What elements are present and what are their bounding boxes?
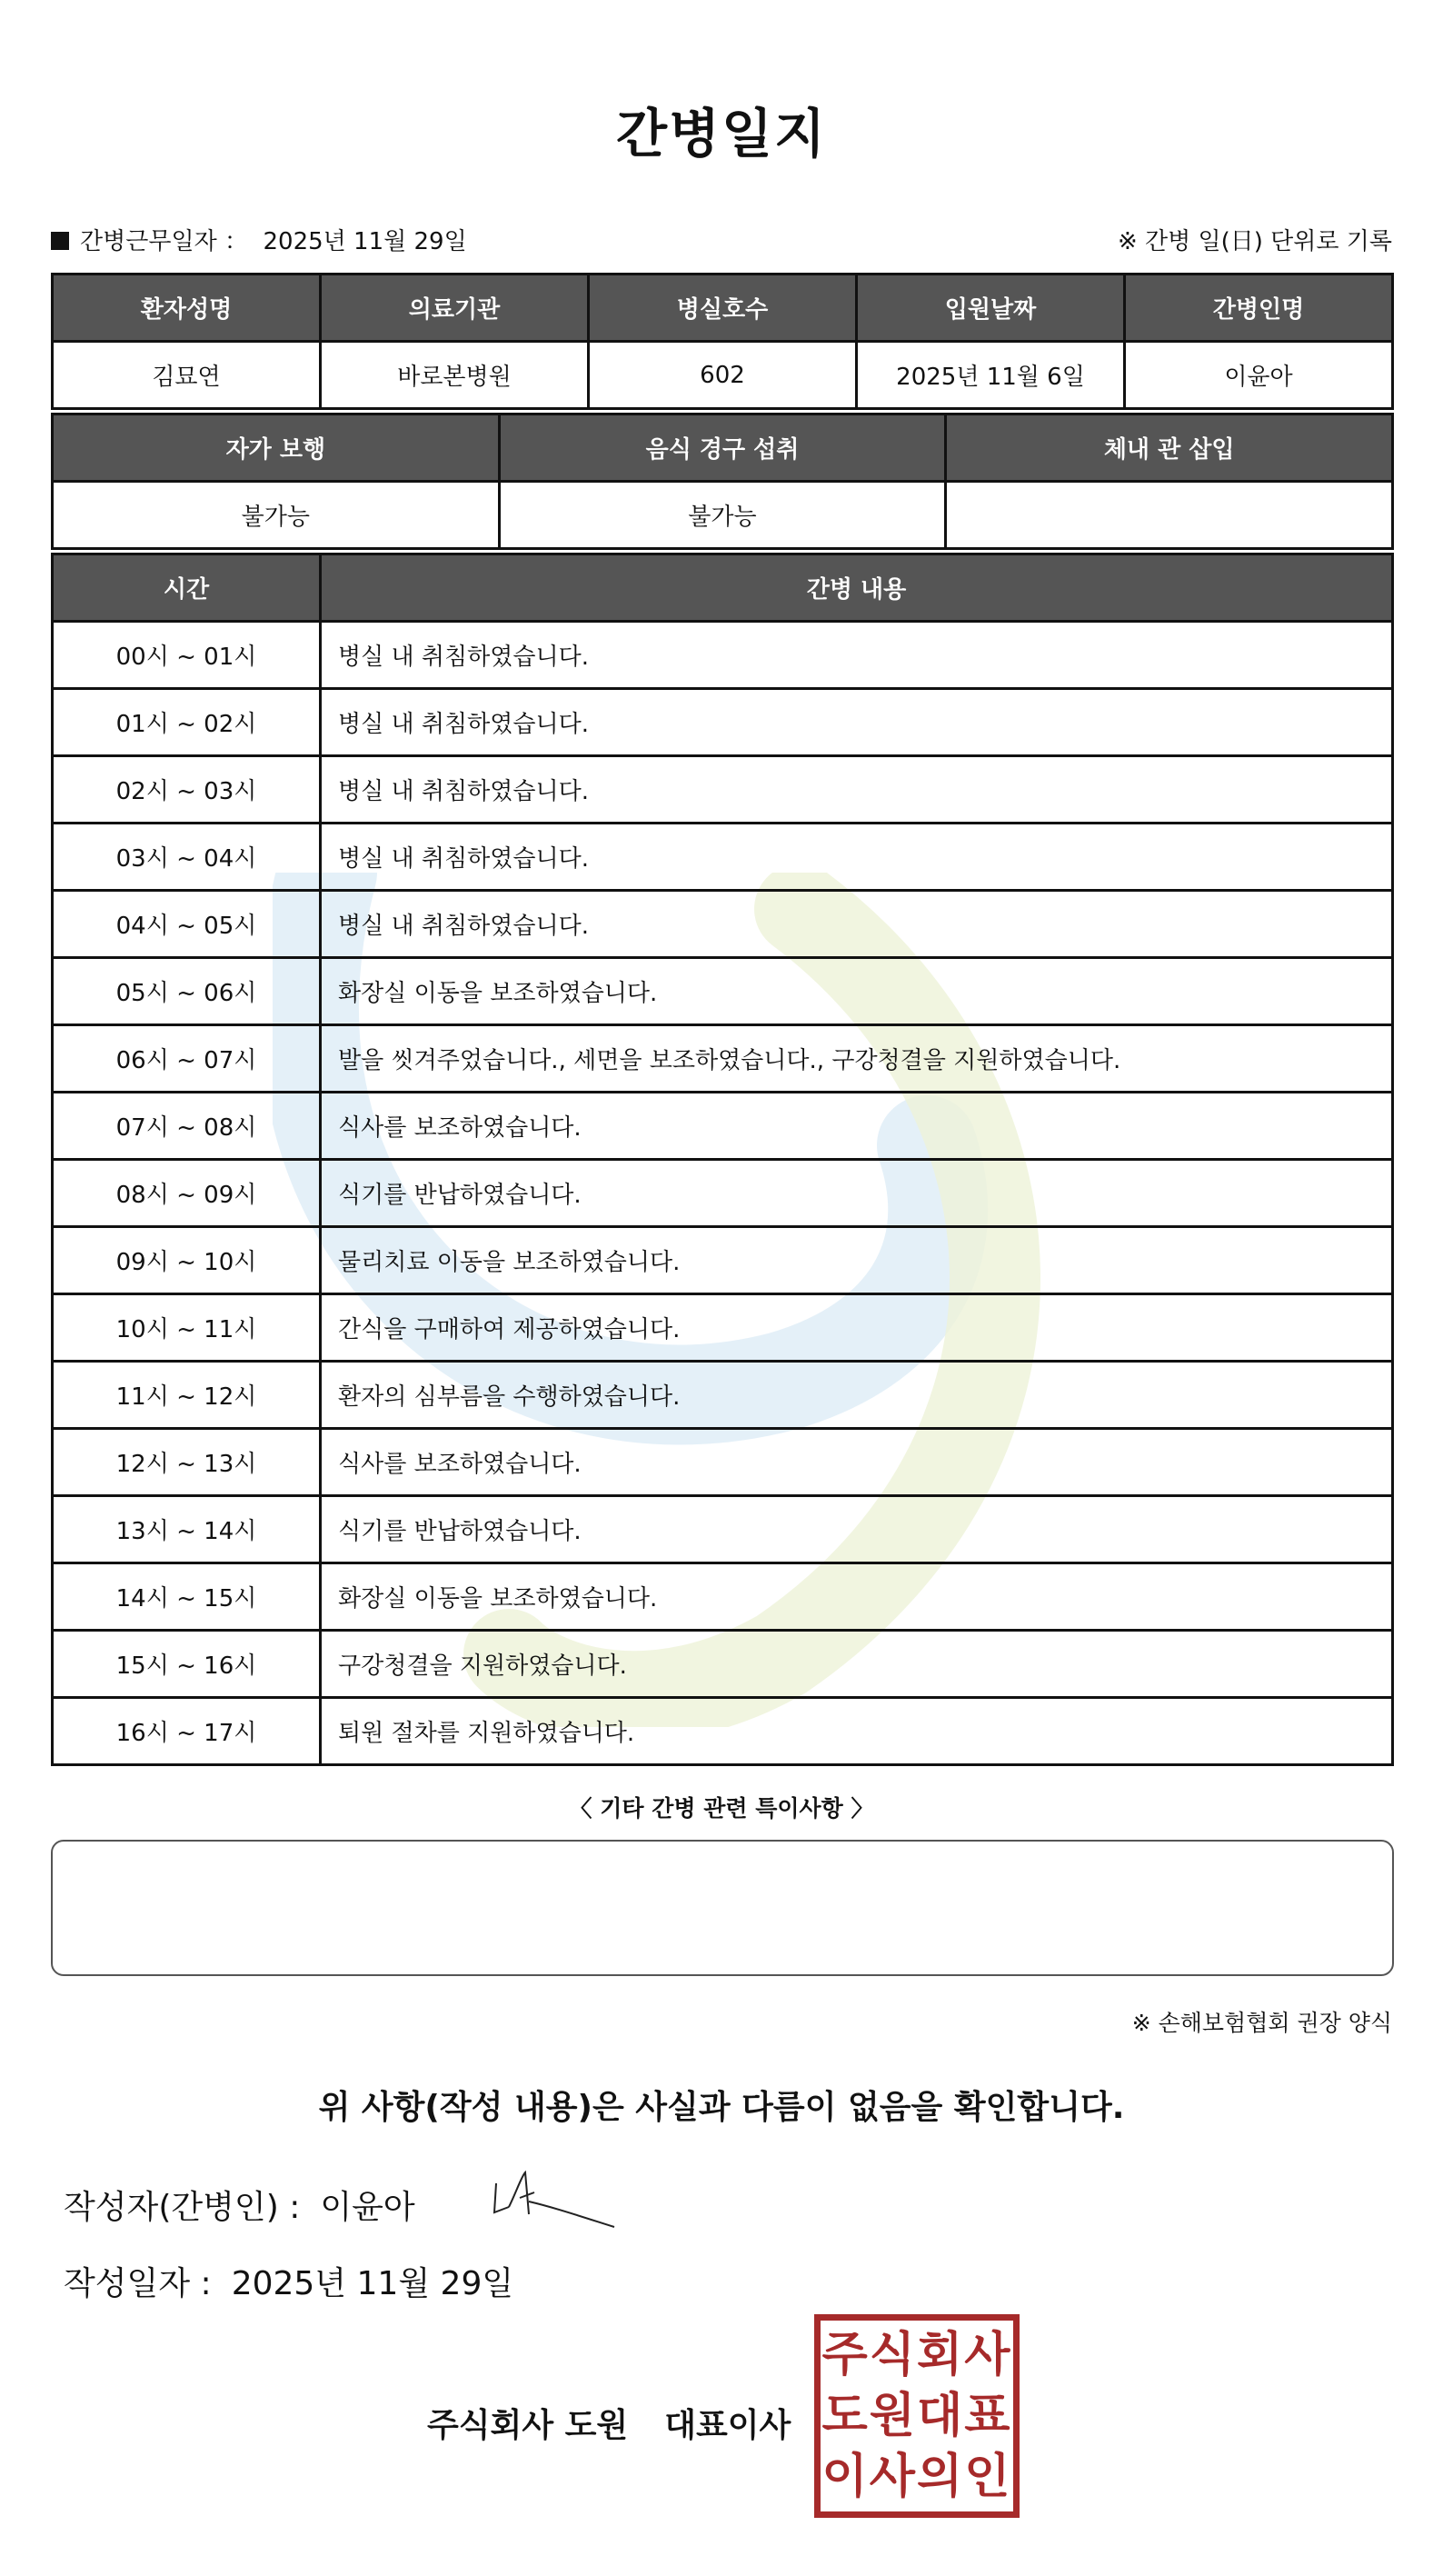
table-row — [53, 1563, 1393, 1631]
header-tube-insertion: 체내 관 삽입 — [946, 414, 1393, 482]
patient-info-table — [51, 273, 1394, 410]
content-cell: 화장실 이동을 보조하였습니다. — [321, 958, 1393, 1025]
signature-image — [489, 2165, 616, 2229]
time-cell: 06시 ~ 07시 — [53, 1025, 321, 1093]
status-value-row — [53, 482, 1393, 549]
header-oral-intake: 음식 경구 섭취 — [499, 414, 946, 482]
table-row — [53, 1362, 1393, 1429]
table-row — [53, 689, 1393, 756]
table-row — [53, 1698, 1393, 1765]
seal-line: 도원대표 — [821, 2388, 1012, 2443]
work-date-line — [51, 223, 467, 256]
company-line — [427, 2400, 791, 2446]
content-cell: 식사를 보조하였습니다. — [321, 1093, 1393, 1160]
care-log-table — [51, 553, 1394, 1766]
table-row — [53, 756, 1393, 824]
tube-insertion-value — [946, 482, 1393, 549]
patient-info-header-row — [53, 275, 1393, 342]
time-cell: 07시 ~ 08시 — [53, 1093, 321, 1160]
header-caregiver-name: 간병인명 — [1125, 275, 1393, 342]
company-name: 주식회사 도원 — [427, 2407, 629, 2444]
admission-date: 2025년 11월 6일 — [857, 342, 1125, 409]
content-cell: 구강청결을 지원하였습니다. — [321, 1631, 1393, 1698]
content-cell: 퇴원 절차를 지원하였습니다. — [321, 1698, 1393, 1765]
time-cell: 15시 ~ 16시 — [53, 1631, 321, 1698]
content-cell: 병실 내 취침하였습니다. — [321, 622, 1393, 689]
content-cell: 식기를 반납하였습니다. — [321, 1160, 1393, 1227]
table-row — [53, 1294, 1393, 1362]
writer-line — [64, 2182, 415, 2228]
oral-intake-value: 불가능 — [499, 482, 946, 549]
content-cell: 간식을 구매하여 제공하였습니다. — [321, 1294, 1393, 1362]
content-cell: 식기를 반납하였습니다. — [321, 1496, 1393, 1563]
written-date-value: 2025년 11월 29일 — [231, 2265, 514, 2302]
table-row — [53, 1093, 1393, 1160]
page-title: 간병일지 — [615, 103, 828, 165]
time-cell: 12시 ~ 13시 — [53, 1429, 321, 1496]
time-cell: 14시 ~ 15시 — [53, 1563, 321, 1631]
table-row — [53, 1160, 1393, 1227]
square-bullet-icon — [51, 232, 69, 250]
table-row — [53, 824, 1393, 891]
table-row — [53, 1429, 1393, 1496]
time-cell: 16시 ~ 17시 — [53, 1698, 321, 1765]
header-hospital: 의료기관 — [321, 275, 589, 342]
record-unit-note: ※ 간병 일(日) 단위로 기록 — [1117, 228, 1392, 255]
time-cell: 08시 ~ 09시 — [53, 1160, 321, 1227]
time-cell: 11시 ~ 12시 — [53, 1362, 321, 1429]
care-log-header-row — [53, 554, 1393, 622]
content-cell: 병실 내 취침하였습니다. — [321, 756, 1393, 824]
header-room-number: 병실호수 — [589, 275, 857, 342]
content-cell: 화장실 이동을 보조하였습니다. — [321, 1563, 1393, 1631]
table-row — [53, 891, 1393, 958]
content-cell: 식사를 보조하였습니다. — [321, 1429, 1393, 1496]
header-care-content: 간병 내용 — [321, 554, 1393, 622]
self-walking-value: 불가능 — [53, 482, 500, 549]
work-date-label: 간병근무일자 ： — [80, 228, 248, 255]
time-cell: 04시 ~ 05시 — [53, 891, 321, 958]
confirmation-statement: 위 사항(작성 내용)은 사실과 다름이 없음을 확인합니다. — [318, 2089, 1125, 2126]
time-cell: 05시 ~ 06시 — [53, 958, 321, 1025]
ceo-title: 대표이사 — [664, 2407, 791, 2444]
seal-line: 이사의인 — [821, 2450, 1012, 2505]
written-date-line — [64, 2258, 513, 2304]
table-row — [53, 1631, 1393, 1698]
hospital-name: 바로본병원 — [321, 342, 589, 409]
header-time: 시간 — [53, 554, 321, 622]
content-cell: 병실 내 취침하였습니다. — [321, 689, 1393, 756]
work-date-value: 2025년 11월 29일 — [263, 228, 467, 255]
header-admission-date: 입원날짜 — [857, 275, 1125, 342]
table-row — [53, 1227, 1393, 1294]
table-row — [53, 1025, 1393, 1093]
writer-name: 이윤아 — [320, 2189, 415, 2226]
special-notes-title: 〈 기타 간병 관련 특이사항 〉 — [569, 1795, 874, 1822]
content-cell: 병실 내 취침하였습니다. — [321, 891, 1393, 958]
recommended-form-note: ※ 손해보험협회 권장 양식 — [1131, 2010, 1392, 2036]
status-header-row — [53, 414, 1393, 482]
time-cell: 01시 ~ 02시 — [53, 689, 321, 756]
writer-label: 작성자(간병인) : — [64, 2189, 301, 2226]
header-patient-name: 환자성명 — [53, 275, 321, 342]
patient-info-value-row — [53, 342, 1393, 409]
patient-status-table — [51, 413, 1394, 550]
time-cell: 09시 ~ 10시 — [53, 1227, 321, 1294]
seal-line: 주식회사 — [821, 2327, 1012, 2382]
company-seal-stamp — [814, 2314, 1020, 2518]
time-cell: 13시 ~ 14시 — [53, 1496, 321, 1563]
special-notes-box — [51, 1840, 1394, 1976]
time-cell: 00시 ~ 01시 — [53, 622, 321, 689]
table-row — [53, 622, 1393, 689]
table-row — [53, 1496, 1393, 1563]
content-cell: 병실 내 취침하였습니다. — [321, 824, 1393, 891]
caregiver-name: 이윤아 — [1125, 342, 1393, 409]
time-cell: 02시 ~ 03시 — [53, 756, 321, 824]
content-cell: 환자의 심부름을 수행하였습니다. — [321, 1362, 1393, 1429]
header-self-walking: 자가 보행 — [53, 414, 500, 482]
content-cell: 물리치료 이동을 보조하였습니다. — [321, 1227, 1393, 1294]
patient-name: 김묘연 — [53, 342, 321, 409]
room-number: 602 — [589, 342, 857, 409]
time-cell: 10시 ~ 11시 — [53, 1294, 321, 1362]
time-cell: 03시 ~ 04시 — [53, 824, 321, 891]
written-date-label: 작성일자 : — [64, 2265, 212, 2302]
table-row — [53, 958, 1393, 1025]
content-cell: 발을 씻겨주었습니다., 세면을 보조하였습니다., 구강청결을 지원하였습니다. — [321, 1025, 1393, 1093]
